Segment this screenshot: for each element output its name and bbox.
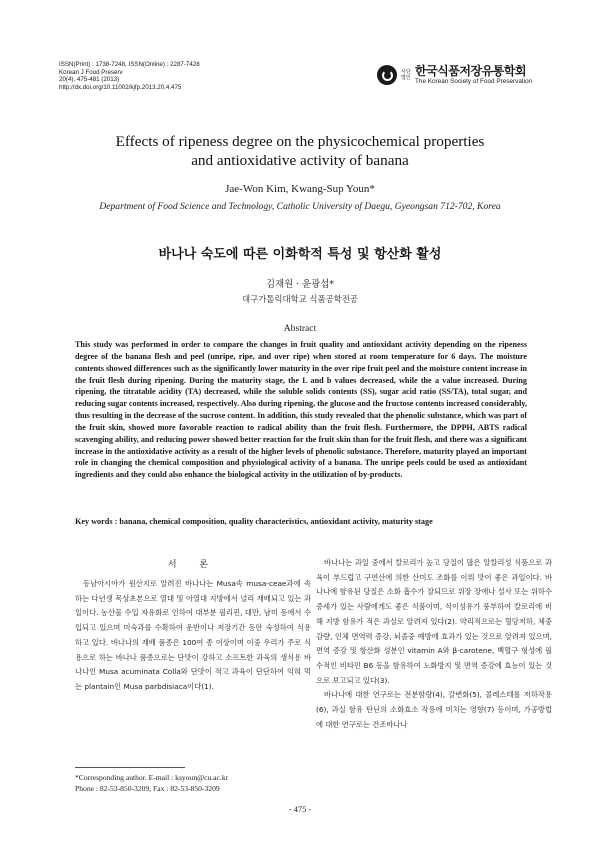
authors-en: Jae-Won Kim, Kwang-Sup Youn*	[225, 183, 375, 195]
society-logo-icon	[377, 65, 397, 85]
journal-name: Korean J Food Preserv	[59, 68, 123, 76]
intro-paragraph-1: 동남아시아가 원산지로 알려진 바나나는 Musa속 musa-ceae과에 속하는 다년생 목상초본으로 열대 및 아열대 지방에서 널리 재배되고 있는 과일이다. 농산물 수입 자유화로 인하여 대부분 필리핀, 대만, 남미 등에서 수입되고 있으며 미숙과를 수확하여 운반이나 저장기간 동안 숙성하여 식용하고 있다. 바나나의 재배 품종은 100여 종 이상이며 이중 우리가 주로 식용으로 하는 바나나 품종으로는 단맛이 강하고 소프트한 과육의 생식용 바나나인 Musa acuminata Colla와 단맛이 적고 과육이 단단하여 익혀 먹는 plantain인 Musa parbdisiaca이다(1).	[75, 579, 311, 691]
affiliation-en: Department of Food Science and Technology, Catholic University of Daegu, Gyeongsan 712-702, Korea	[99, 201, 501, 212]
corresponding-email: *Corresponding author. E-mail : ksyoun@cu.ac.kr	[75, 773, 229, 782]
keywords-label: Key words :	[75, 517, 120, 526]
page-number: - 475 -	[288, 805, 312, 814]
society-name-en: The Korean Society of Food Preservation	[415, 78, 533, 85]
journal-meta	[59, 61, 200, 91]
title-en-line-1: Effects of ripeness degree on the physicochemical properties	[115, 133, 485, 150]
affiliation-ko: 대구가톨릭대학교 식품공학전공	[242, 294, 358, 304]
society-header	[377, 64, 532, 86]
body-column-right	[316, 556, 552, 732]
paper-title-ko: 바나나 숙도에 따른 이화학적 특성 및 항산화 활성	[158, 247, 442, 262]
paper-title-en	[40, 132, 560, 170]
title-en-line-2: and antioxidative activity of banana	[191, 152, 409, 169]
society-name-ko: 한국식품저장유통학회	[415, 64, 526, 78]
corresponding-author-footnote	[75, 772, 228, 794]
abstract-body: This study was performed in order to compare the changes in fruit quality and antioxidant activity depending on the ripeness degree of the banana flesh and peel (unripe, ripe, and over ripe) when stored at room temperature for 6 days. The moisture contents showed differences such as the significantly lower maturity in the over ripe fruit peel and the moisture content increase in the fruit flesh during ripening. During the maturity stage, the L and b values decreased, while the a value increased. During ripening, the titratable acidity (TA) decreased, while the soluble solids contents (SS), sugar acid ratio (SS/TA), total sugar, and reducing sugar contents increased, respectively. Also during ripening, the glucose and the fructose contents increased considerably, thus resulting in the decrease of the sucrose content. In addition, this study revealed that the phenolic substance, which was part of the fruit skin, showed more favorable reaction to radical ability than the fruit flesh. Furthermore, the DPPH, ABTS radical scavenging ability, and reducing power showed better reaction for the fruit skin than for the fruit flesh, and there was a significant increase in the antioxidative activity as a result of the higher levels of phenolic substance. Therefore, maturity played an important role in changing the chemical composition and physiological activity of a banana. The unripe peels could be used as antioxidant ingredients and they could also enhance the biological activity in the utilization of by-products.	[75, 340, 527, 480]
authors-ko: 김재원 · 윤광섭*	[266, 279, 334, 290]
intro-paragraph-3: 바나나에 대한 연구로는 전분함량(4), 갈변화(5), 콜레스테롤 저하작용(6), 과실 함유 탄닌의 소화효소 작용에 미치는 영향(7) 등이며, 가공방법에 대한 연구로는 건조바나나	[316, 690, 552, 729]
keywords	[75, 517, 535, 526]
society-prefix: 사단 법인	[401, 69, 411, 81]
doi-link[interactable]: http://dx.doi.org/10.11002/kjfp.2013.20.4.475	[59, 83, 182, 91]
corresponding-phone: Phone : 82-53-850-3209, Fax : 82-53-850-3209	[75, 784, 220, 793]
section-heading-intro: 서 론	[167, 560, 219, 570]
intro-paragraph-2: 바나나는 과일 중에서 칼로리가 높고 당질이 많은 알칼리성 식품으로 과육이 부드럽고 구연산에 의한 산미도 조화를 이뤄 맛이 좋은 과일이다. 바나나에 함유된 당질은 소화 흡수가 잘되므로 위장 장애나 설사 또는 위하수 증세가 있는 사람에게도 좋은 식품이며, 식이섬유가 풍부하여 칼로리에 비해 지방 함유가 적은 과실로 알려져 있다(2). 약리적으로는 혈당저하, 체중감량, 인체 면역력 증강, 뇌졸중 예방에 효과가 있는 것으로 알려져 있으며, 면역 증강 및 항산화 성분인 vitamin A와 β-carotene, 백혈구 형성에 필수적인 비타민 B6 등을 함유하여 노화방지 및 면역 증강에 효능이 있는 것으로 보고되고 있다(3).	[316, 558, 552, 685]
body-column-left	[75, 556, 311, 695]
volume-line: 20(4), 475-481 (2013)	[59, 76, 120, 84]
keywords-text: banana, chemical composition, quality characteristics, antioxidant activity, maturity stage	[119, 517, 433, 526]
abstract-heading: Abstract	[283, 323, 317, 334]
footnote-divider	[75, 767, 185, 768]
issn-line: ISSN(Print) : 1738-7248, ISSN(Online) : 2287-7428	[59, 61, 200, 68]
